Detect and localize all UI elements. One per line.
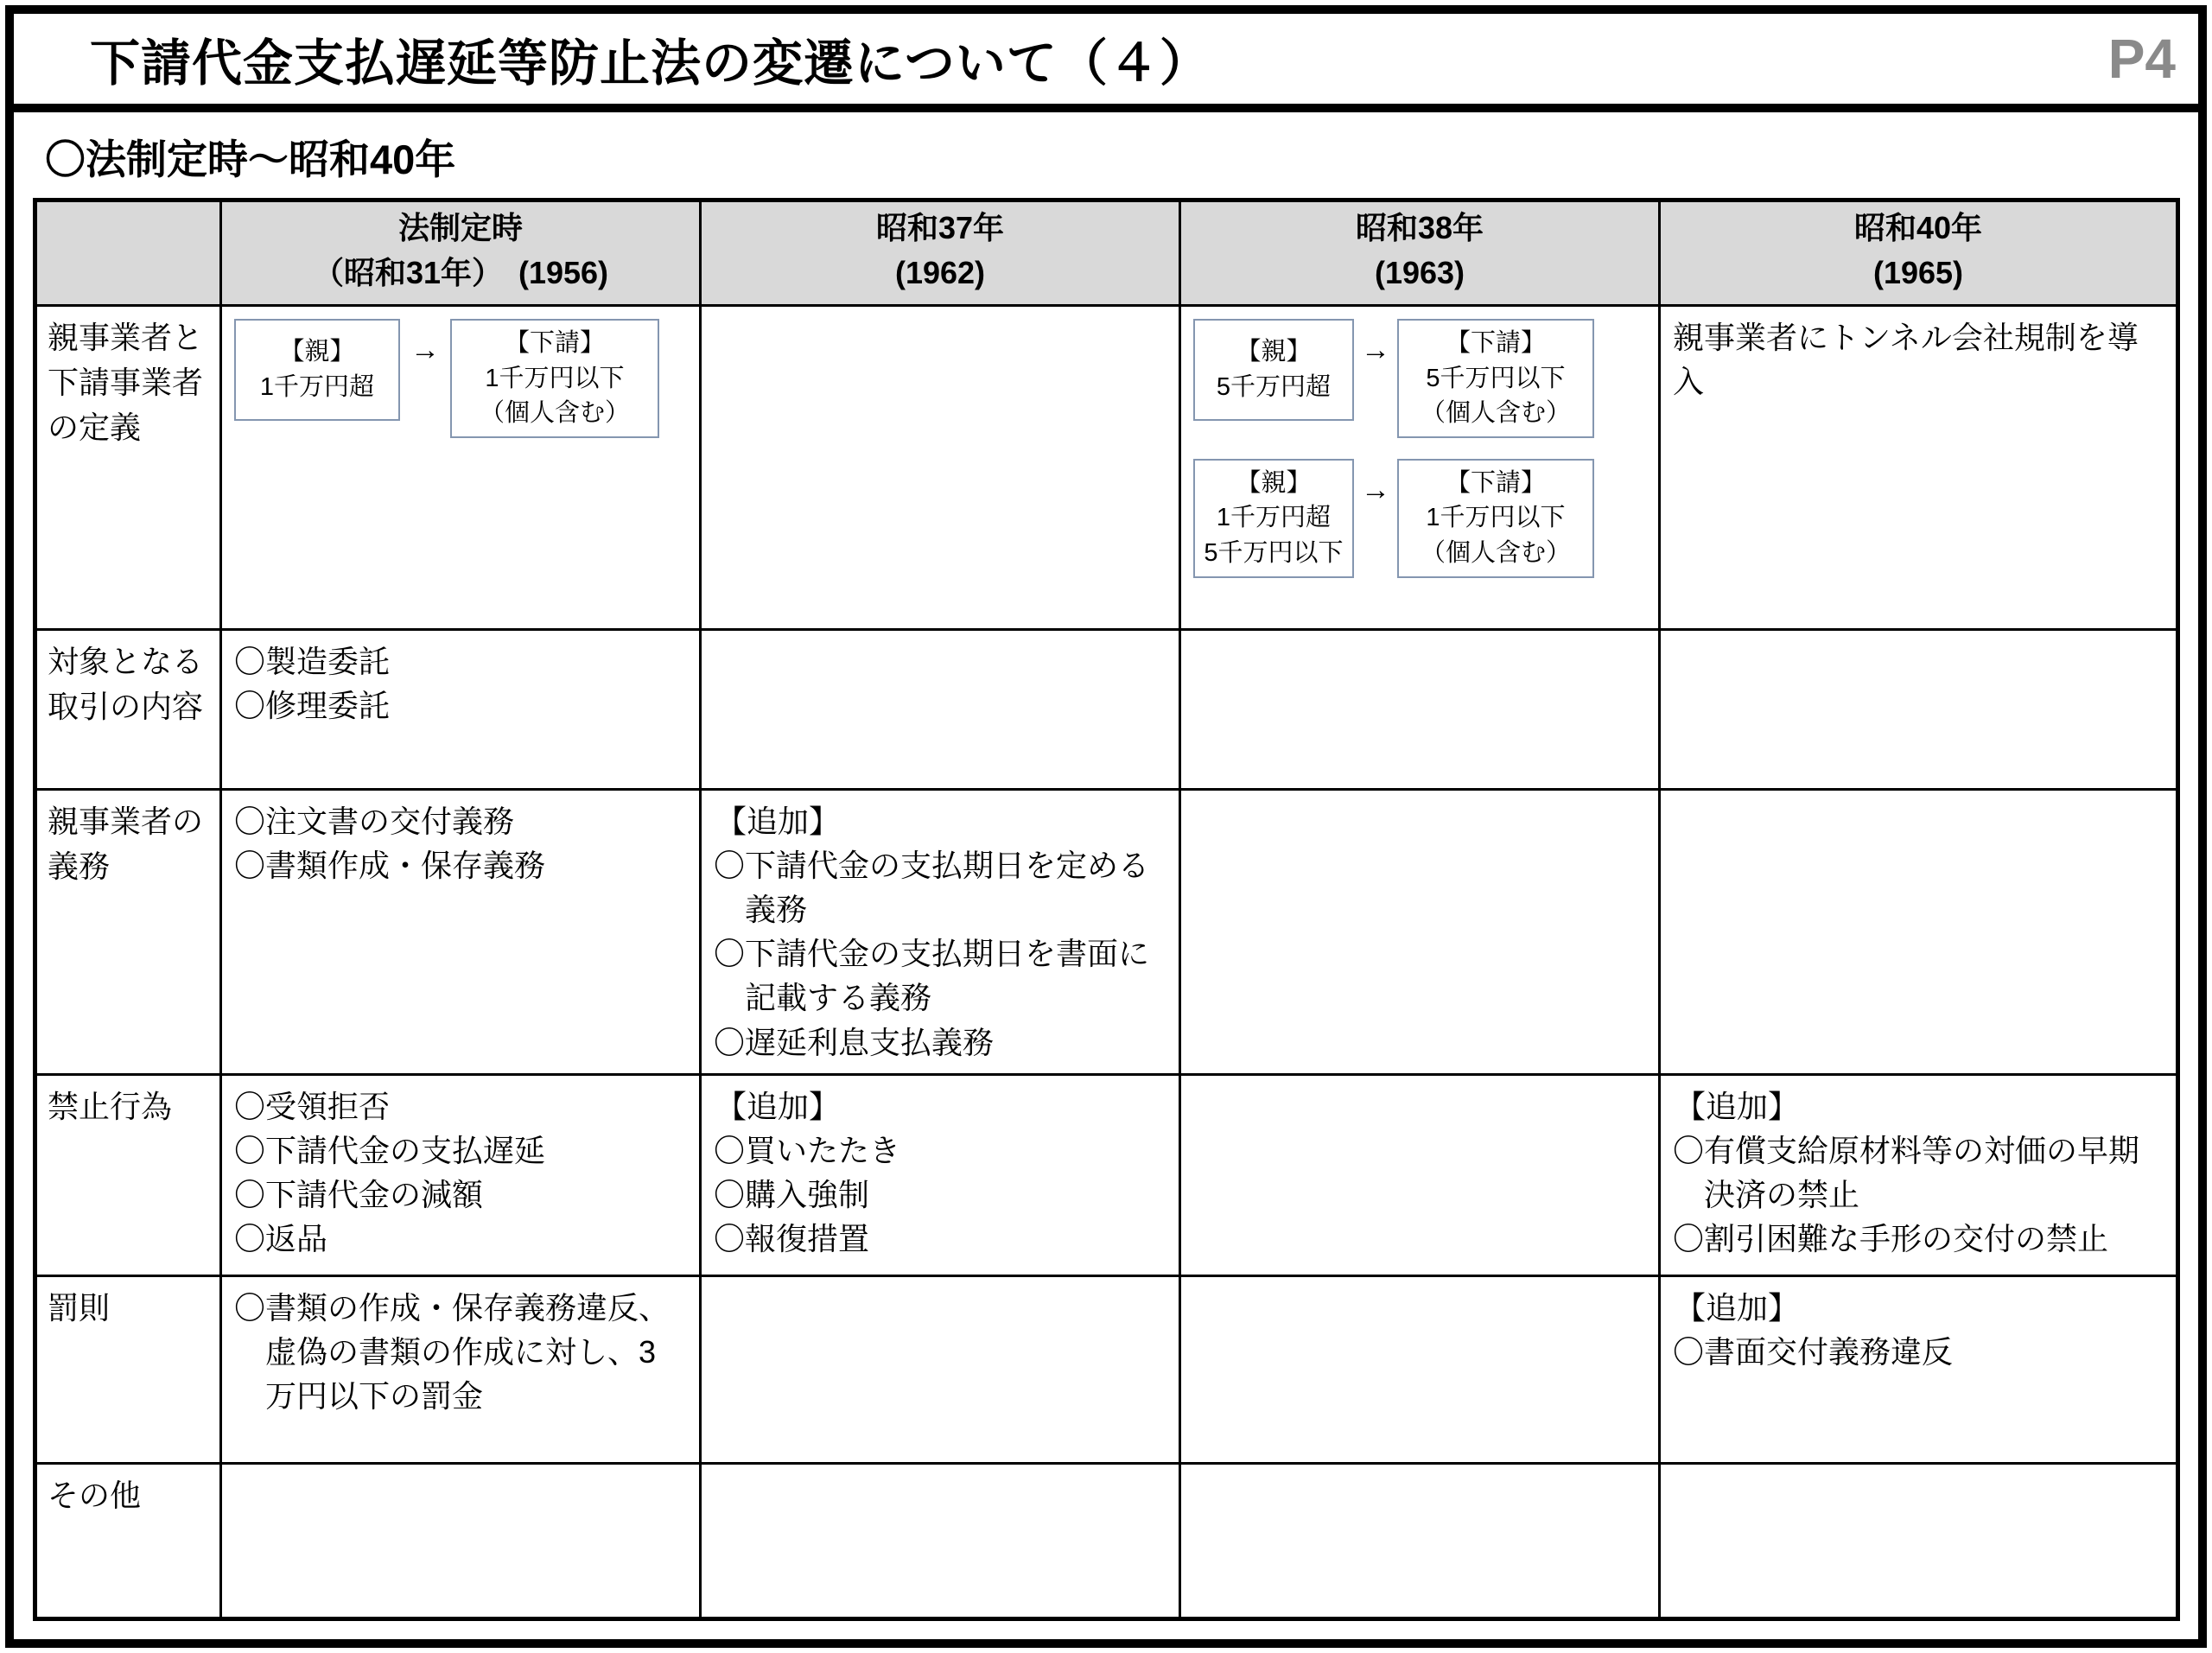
list-item: 〇受領拒否 [234,1088,391,1124]
row-other [35,1463,2178,1618]
box-line: 5千万円以下 [1204,538,1344,567]
box-line: 【親】 [279,338,355,366]
cell-transactions-enactment [221,630,701,790]
list-item: 〇注文書の交付義務 [234,804,515,839]
title-bar [14,14,2198,112]
column-header-blank [35,200,221,306]
right-arrow-icon: → [1361,473,1390,506]
header-row [35,200,2178,306]
header-line: 昭和37年 [875,210,1005,245]
box-line: （個人含む） [1420,538,1571,567]
row-label-transactions: 対象となる取引の内容 [35,630,221,790]
cell-obligations-showa38 [1180,790,1660,1075]
parent-company-box [1193,319,1354,421]
right-arrow-icon: → [410,334,440,366]
box-line: 【下請】 [504,329,605,357]
cell-obligations-showa40 [1660,790,2178,1075]
box-line: 1千万円超 [259,373,375,401]
box-line: 【親】 [1236,338,1312,366]
cell-penalties-showa37 [701,1275,1180,1463]
row-obligations [35,790,2178,1075]
header-line: (1962) [894,255,986,291]
box-line: 【親】 [1236,468,1312,497]
header-line: 昭和40年 [1853,210,1983,245]
row-label-prohibited: 禁止行為 [35,1074,221,1275]
cell-obligations-showa37 [701,790,1180,1075]
cell-transactions-showa40 [1660,630,2178,790]
history-table [33,198,2180,1621]
box-line: 【下請】 [1445,468,1546,497]
page-title: 下請代金支払遅延等防止法の変遷について（４） [90,35,1211,92]
column-header-enactment [221,200,701,306]
right-arrow-icon: → [1361,334,1390,366]
list-item: 〇製造委託 [234,644,391,679]
row-definition [35,306,2178,630]
list-item: 〇下請代金の支払遅延 [234,1132,546,1168]
cell-prohibited-showa37 [701,1074,1180,1275]
header-line: (1963) [1374,255,1465,291]
parent-company-box [234,319,400,421]
page-number: P4 [2107,28,2176,90]
row-label-definition: 親事業者と下請事業者の定義 [35,306,221,630]
header-line: (1965) [1872,255,1964,291]
cell-definition-showa38 [1180,306,1660,630]
list-item: 〇購入強制 [714,1176,870,1212]
subcontractor-box [1397,459,1594,578]
cell-other-showa40 [1660,1463,2178,1618]
list-item: 〇返品 [234,1220,328,1256]
box-line: 5千万円以下 [1426,364,1566,392]
definition-pair [234,319,677,438]
box-line: 【下請】 [1445,329,1546,357]
column-header-showa38 [1180,200,1660,306]
cell-text: 親事業者にトンネル会社規制を導入 [1673,320,2139,400]
row-label-other: その他 [35,1463,221,1618]
cell-prohibited-showa40 [1660,1074,2178,1275]
parent-company-box [1193,459,1354,578]
list-item: 〇書面交付義務違反 [1673,1333,1954,1370]
cell-prohibited-showa38 [1180,1074,1660,1275]
row-penalties [35,1275,2178,1463]
subcontractor-box [1397,319,1594,438]
cell-transactions-showa37 [701,630,1180,790]
row-label-obligations: 親事業者の義務 [35,790,221,1075]
addition-tag: 【追加】 [715,1088,841,1124]
cell-transactions-showa38 [1180,630,1660,790]
box-line: 1千万円以下 [1426,504,1566,532]
definition-pair [1193,459,1636,578]
page-frame [5,5,2207,1648]
row-label-penalties: 罰則 [35,1275,221,1463]
cell-obligations-enactment [221,790,701,1075]
cell-definition-showa40 [1660,306,2178,630]
list-item: 〇書類作成・保存義務 [234,848,546,884]
header-line: 法制定時 [397,210,523,245]
row-transactions [35,630,2178,790]
list-item: 〇買いたたき [714,1132,901,1168]
box-line: 1千万円以下 [485,364,625,392]
list-item: 〇割引困難な手形の交付の禁止 [1673,1220,2109,1256]
addition-tag: 【追加】 [1675,1289,1800,1326]
header-line: （昭和31年） (1956) [312,255,609,291]
cell-penalties-showa38 [1180,1275,1660,1463]
cell-definition-enactment [221,306,701,630]
box-line: （個人含む） [479,399,630,428]
box-line: 5千万円超 [1216,373,1332,401]
list-item: 〇下請代金の支払期日を定める義務 [714,848,1150,928]
addition-tag: 【追加】 [715,804,841,839]
cell-penalties-enactment [221,1275,701,1463]
list-item: 〇下請代金の減額 [234,1176,484,1212]
list-item: 〇修理委託 [234,688,391,724]
cell-penalties-showa40 [1660,1275,2178,1463]
list-item: 〇書類の作成・保存義務違反、虚偽の書類の作成に対し、3万円以下の罰金 [234,1289,671,1414]
content-area [14,112,2198,1639]
cell-definition-showa37 [701,306,1180,630]
slide-subtitle: 〇法制定時～昭和40年 [45,137,456,182]
column-header-showa37 [701,200,1180,306]
list-item: 〇下請代金の支払期日を書面に記載する義務 [714,936,1150,1016]
subcontractor-box [450,319,659,438]
header-line: 昭和38年 [1355,210,1484,245]
cell-other-showa37 [701,1463,1180,1618]
row-prohibited [35,1074,2178,1275]
list-item: 〇報復措置 [714,1220,870,1256]
cell-other-showa38 [1180,1463,1660,1618]
addition-tag: 【追加】 [1675,1088,1800,1124]
column-header-showa40 [1660,200,2178,306]
box-line: （個人含む） [1420,399,1571,428]
list-item: 〇遅延利息支払義務 [714,1024,995,1060]
cell-prohibited-enactment [221,1074,701,1275]
box-line: 1千万円超 [1216,504,1332,532]
list-item: 〇有償支給原材料等の対価の早期決済の禁止 [1673,1132,2140,1212]
definition-pair [1193,319,1636,438]
cell-other-enactment [221,1463,701,1618]
